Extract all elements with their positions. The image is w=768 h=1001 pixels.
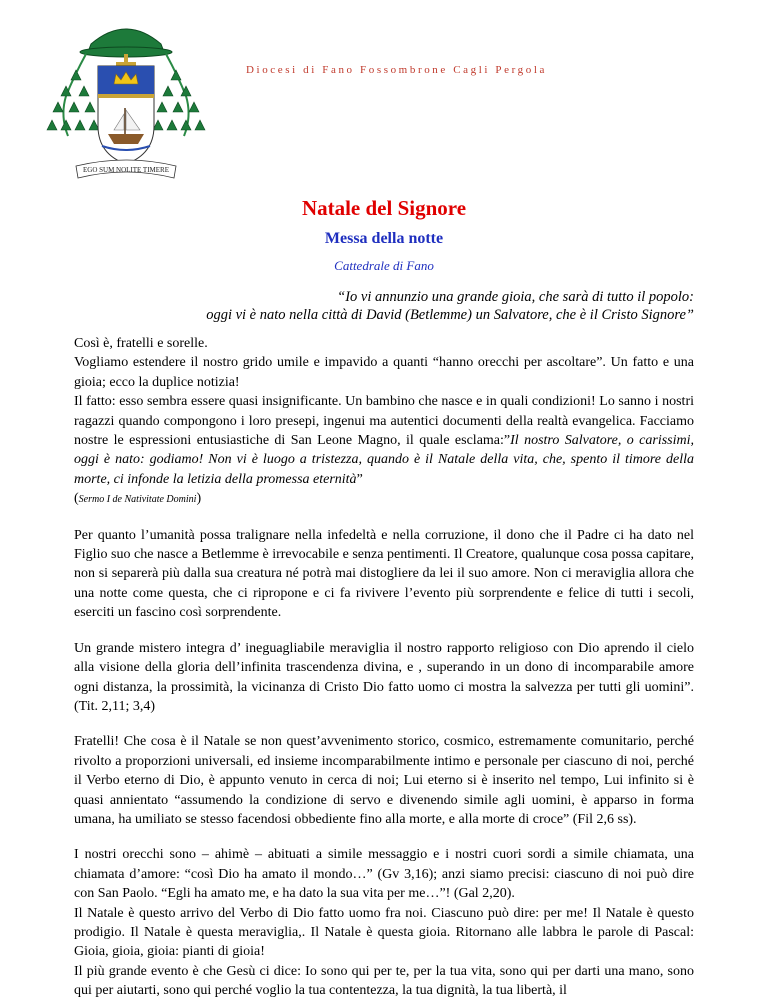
paragraph: Un grande mistero integra d’ ineguagliabile meraviglia il nostro rapporto religioso con Dio aprendo il cielo alla visione della gloria dell’infinita trascendenza divina, e , superando in un dono di incomparabile amore ogni distanza, la prossimità, la vicinanza di Cristo Dio fatto uomo ci mostra la salvezza per tutti gli uomini”.(Tit. 2,11; 3,4): [74, 640, 694, 714]
paragraph: I nostri orecchi sono – ahimè – abituati a simile messaggio e i nostri cuori sordi a simile chiamata, una chiamata d’amore: “così Dio ha amato il mondo…” (Gv 3,16); anzi siamo precisi: ciascuno di noi può dire con San Paolo. “Egli ha amato me, e ha dato la sua vita per me…”! (Gal 2,20).: [74, 847, 694, 902]
paragraph: Così è, fratelli e sorelle.: [74, 336, 208, 351]
citation-close: ): [196, 491, 202, 507]
document-title: Natale del Signore: [301, 196, 467, 220]
episcopal-coat-of-arms: [46, 16, 206, 184]
leo-quote: Il nostro Salvatore, o carissimi, oggi è nato: godiamo! Non vi è luogo a tristezza, quando è il Natale della vita, che, spento il timore della morte, ci infonde la letizia della promessa eternità: [74, 433, 695, 487]
paragraph: Vogliamo estendere il nostro grido umile e impavido a quanti “hanno orecchi per ascoltare”. Un fatto e una gioia; ecco la duplice notizia!: [74, 355, 694, 390]
crest-motto: EGO SUM NOLITE TIMERE: [82, 166, 170, 174]
gospel-quote: [206, 288, 694, 324]
citation: Sermo I de Nativitate Domini: [78, 494, 197, 506]
homily-body: [74, 334, 694, 1001]
paragraph: Il Natale è questo arrivo del Verbo di Dio fatto uomo fra noi. Ciascuno può dire: per me! Il Natale è questo prodigio. Il Natale è questa meraviglia,. Il Natale è questa gioia. Ritornano alle labbra le parole di Pascal: Gioia, gioia, gioia: pianti di gioia!: [74, 905, 694, 960]
paragraph: [74, 392, 694, 509]
quote-line-2: oggi vi è nato nella città di David (Betlemme) un Salvatore, che è il Cristo Signore”: [206, 307, 694, 323]
paragraph: Il più grande evento è che Gesù ci dice: Io sono qui per te, per la tua vita, sono qui per darti una mano, sono qui per aiutarti, sono qui perché voglio la tua contentezza, la tua dignità, la tua libertà, il: [74, 963, 694, 999]
quote-line-1: “Io vi annunzio una grande gioia, che sarà di tutto il popolo:: [337, 289, 694, 305]
citation-open: (: [74, 491, 79, 507]
paragraph: Fratelli! Che cosa è il Natale se non quest’avvenimento storico, cosmico, estremamente comunitario, perché rivolto a proporzioni universali, ed insieme incomparabilmente intimo e personale per ciascuno di noi, perché il Verbo eterno di Dio, è appunto venuto in cerca di noi; Lui eterno si è inserito nel tempo, Lui infinito si è quasi annientato “assumendo la condizione di servo e divenendo simile agli uomini, è apparso in forma umana, ha umiliato se stesso facendosi obbediente fino alla morte, e alla morte di croce” (Fil 2,6 ss).: [74, 734, 694, 827]
diocese-header: Diocesi di Fano Fossombrone Cagli Pergola: [246, 64, 548, 76]
quote-close: ”: [356, 471, 363, 487]
paragraph: Per quanto l’umanità possa tralignare nella infedeltà e nella corruzione, il dono che il Padre ci ha dato nel Figlio suo che nasce a Betlemme è irrevocabile e senza pentimenti. Il Creatore, qualunque cosa possa capitare, non si separerà più dalla sua creatura né potrà mai distogliere da lei il suo amore. Non ci meraviglia allora che una notte come questa, che ci ripropone e ci fa rivivere l’evento più sorprendente e felice di tutti i secoli, eserciti un fascino così sorprendente.: [74, 527, 694, 621]
document-place: Cattedrale di Fano: [334, 258, 434, 273]
document-subtitle: Messa della notte: [324, 230, 444, 247]
paragraph-text: Il fatto: esso sembra essere quasi insignificante. Un bambino che nasce e in quali condizioni! Lo sanno i nostri ragazzi quando compongono i loro presepi, ingenui ma autentici documenti della realtà evangelica. Facciamo nostre le espressioni entusiastiche di San Leone Magno, il quale esclama:”: [74, 394, 694, 449]
